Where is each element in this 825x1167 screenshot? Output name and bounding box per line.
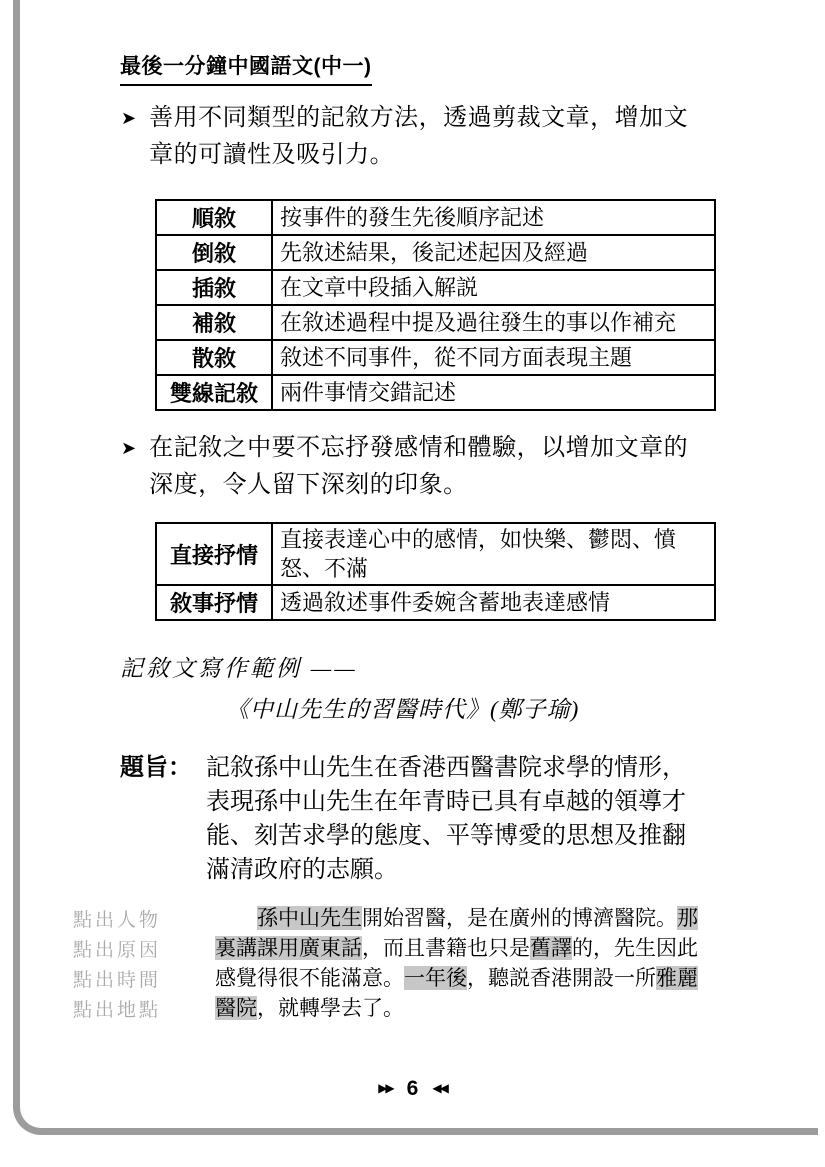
theme-line: 記敘孫中山先生在香港西醫書院求學的情形， (206, 755, 686, 781)
bullet-text: 善用不同類型的記敘方法，透過剪裁文章，增加文章的可讀性及吸引力。 (149, 105, 689, 168)
table-row (156, 305, 715, 340)
definition-cell: 透過敘述事件委婉含蓄地表達感情 (272, 585, 715, 620)
page-number: 6 (406, 1077, 419, 1100)
passage-line (215, 903, 698, 933)
theme-text (206, 751, 686, 887)
table-row (156, 523, 715, 585)
annotation-label: 點出地點 (73, 1000, 162, 1021)
definition-cell: 在文章中段插入解説 (272, 270, 715, 305)
highlighted-phrase: 一年後 (404, 966, 467, 990)
passage-text: ，聽説香港開設一所 (467, 966, 656, 990)
bullet-point-narration-methods (121, 100, 697, 174)
arrow-bullet-icon: ➤ (121, 438, 137, 458)
theme-line: 表現孫中山先生在年青時已具有卓越的領導才 (206, 789, 686, 815)
passage-line (215, 933, 698, 963)
arrow-bullet-icon: ➤ (121, 108, 137, 128)
page-footer (0, 1077, 825, 1101)
table-row (156, 270, 715, 305)
theme-label: 題旨： (120, 754, 192, 781)
passage-line (215, 993, 698, 1023)
definition-cell: 敘述不同事件，從不同方面表現主題 (272, 340, 715, 375)
term-cell: 順敘 (156, 200, 272, 235)
narration-methods-table (155, 199, 716, 411)
highlighted-phrase: 裏講課用廣東話 (215, 936, 362, 960)
highlighted-phrase: 孫中山先生 (257, 906, 362, 930)
term-cell: 散敘 (156, 340, 272, 375)
table-row (156, 200, 715, 235)
passage-line (215, 963, 698, 993)
example-section-heading: 記敘文寫作範例 —— (120, 656, 358, 681)
bullet-text: 在記敘之中要不忘抒發感情和體驗，以增加文章的深度，令人留下深刻的印象。 (149, 435, 689, 498)
highlighted-phrase: 舊譯 (530, 936, 572, 960)
term-cell: 補敘 (156, 305, 272, 340)
term-cell: 直接抒情 (156, 523, 272, 585)
highlighted-phrase: 雅麗 (656, 966, 698, 990)
passage-text: 開始習醫，是在廣州的博濟醫院。 (362, 906, 677, 930)
definition-cell: 兩件事情交錯記述 (272, 375, 715, 410)
annotation-label: 點出時間 (73, 970, 162, 991)
highlighted-phrase: 醫院 (215, 996, 257, 1020)
table-row (156, 375, 715, 410)
passage-text (215, 906, 257, 930)
annotation-label: 點出原因 (73, 940, 162, 961)
annotation-label: 點出人物 (73, 910, 162, 931)
margin-annotations (73, 906, 161, 1026)
table-row (156, 235, 715, 270)
term-cell: 敘事抒情 (156, 585, 272, 620)
theme-line: 能、刻苦求學的態度、平等博愛的思想及推翻 (206, 823, 686, 849)
definition-cell: 按事件的發生先後順序記述 (272, 200, 715, 235)
table-row (156, 585, 715, 620)
table-row (156, 340, 715, 375)
definition-cell: 直接表達心中的感情，如快樂、鬱悶、憤怒、不滿 (272, 523, 715, 585)
highlighted-phrase: 那 (677, 906, 698, 930)
passage-text: 感覺得很不能滿意。 (215, 966, 404, 990)
term-cell: 雙線記敘 (156, 375, 272, 410)
passage-text: ，而且書籍也只是 (362, 936, 530, 960)
passage-text: 的，先生因此 (572, 936, 698, 960)
definition-cell: 先敘述結果，後記述起因及經過 (272, 235, 715, 270)
double-right-arrow-icon: ▶▶ (378, 1081, 393, 1095)
theme-line: 滿清政府的志願。 (206, 857, 398, 883)
passage-text: ，就轉學去了。 (257, 996, 404, 1020)
theme-section (120, 751, 686, 887)
definition-cell: 在敘述過程中提及過往發生的事以作補充 (272, 305, 715, 340)
lyric-expression-table (155, 522, 716, 621)
example-work-title: 《中山先生的習醫時代》(鄭子瑜) (226, 697, 580, 722)
term-cell: 插敘 (156, 270, 272, 305)
bullet-point-lyric-expression (121, 430, 697, 504)
passage (215, 903, 698, 1023)
term-cell: 倒敘 (156, 235, 272, 270)
page-title: 最後一分鐘中國語文(中一) (120, 50, 372, 86)
double-left-arrow-icon: ◀◀ (432, 1081, 447, 1095)
